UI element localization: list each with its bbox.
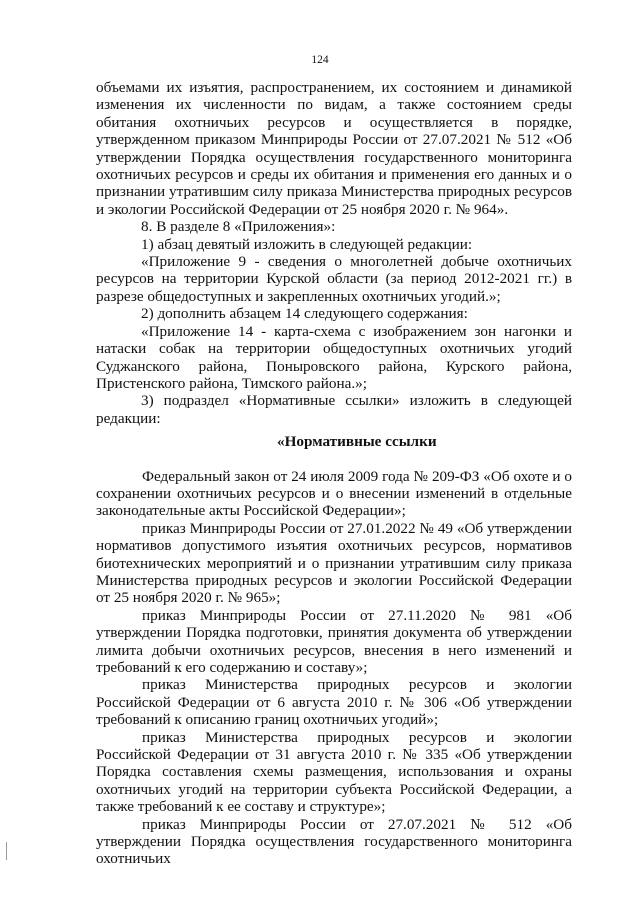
paragraph-continuation: объемами их изъятия, распространением, их состоянием и динамикой изменения их численности по видам, а также состоянием среды обитания охотничьих ресурсов и осуществляется в порядке, утвержденном приказом Минприроды России от 27.07.2021 № 512 «Об утверждении Порядка осуществления государственного мониторинга охотничьих ресурсов и среды их обитания и применения его данных и о признании утратившим силу приказа Министерства природных ресурсов и экологии Российской Федерации от 25 ноября 2020 г. № 964». <box>96 79 572 218</box>
paragraph-item-8: 8. В разделе 8 «Приложения»: <box>141 218 336 236</box>
section-heading: «Нормативные ссылки <box>277 433 437 451</box>
spacer <box>96 451 572 468</box>
paragraph-subitem-2: 2) дополнить абзацем 14 следующего содержания: <box>141 305 468 323</box>
reference-item: приказ Министерства природных ресурсов и экологии Российской Федерации от 31 августа 2010 г. № 335 «Об утверждении Порядка составления схемы размещения, использования и охраны охотничьих угодий на территории субъекта Российской Федерации, а также требований к ее составу и структуре»; <box>96 728 572 816</box>
paragraph-appendix-14: «Приложение 14 - карта-схема с изображением зон нагонки и натаски собак на территории общедоступных охотничьих угодий Суджанского района, Поныровского района, Курского района, Пристенского района, Тимского района.»; <box>96 322 572 392</box>
paragraph-subitem-1: 1) абзац девятый изложить в следующей редакции: <box>141 235 473 253</box>
document-body <box>96 79 572 868</box>
paragraph-appendix-9: «Приложение 9 - сведения о многолетней добыче охотничьих ресурсов на территории Курской области (за период 2012-2021 гг.) в разрезе общедоступных и закрепленных охотничьих угодий.»; <box>96 253 572 305</box>
page-number: 124 <box>311 54 329 66</box>
reference-item: приказ Минприроды России от 27.07.2021 № 512 «Об утверждении Порядка осуществления государственного мониторинга охотничьих <box>96 815 572 868</box>
reference-item: приказ Минприроды России от 27.01.2022 № 49 «Об утверждении нормативов допустимого изъятия охотничьих ресурсов, нормативов биотехнических мероприятий и о признании утратившим силу приказа Министерства природных ресурсов и экологии Российской Федерации от 25 ноября 2020 г. № 965»; <box>96 519 572 607</box>
reference-item: приказ Минприроды России от 27.11.2020 № 981 «Об утверждении Порядка подготовки, принятия документа об утверждении лимита добычи охотничьих ресурсов, внесения в него изменений и требований к его содержанию и составу»; <box>96 606 572 676</box>
reference-item: Федеральный закон от 24 июля 2009 года № 209-ФЗ «Об охоте и о сохранении охотничьих ресурсов и о внесении изменений в отдельные законодательные акты Российской Федерации»; <box>96 467 572 520</box>
scan-edge-mark <box>6 842 7 860</box>
reference-item: приказ Министерства природных ресурсов и экологии Российской Федерации от 6 августа 2010 г. № 306 «Об утверждении требований к описанию границ охотничьих угодий»; <box>96 676 572 729</box>
paragraph-subitem-3: 3) подраздел «Нормативные ссылки» изложить в следующей редакции: <box>96 392 572 427</box>
